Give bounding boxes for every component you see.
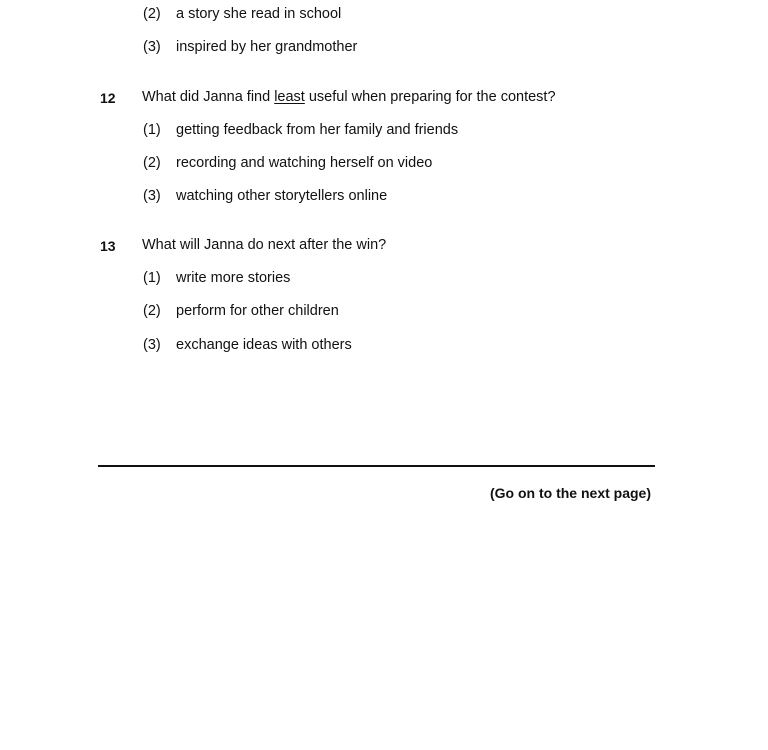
- question-12-text-after: useful when preparing for the contest?: [304, 89, 556, 105]
- footer-divider: [98, 465, 655, 467]
- option-text: a story she read in school: [176, 6, 342, 22]
- option-12-1: [143, 122, 458, 138]
- option-number: (1): [143, 270, 161, 286]
- option-13-2: [143, 303, 339, 319]
- next-page-note: (Go on to the next page): [490, 485, 651, 501]
- option-12-2: [143, 155, 432, 171]
- option-number: (2): [143, 155, 161, 171]
- question-12-text-before: What did Janna find: [142, 89, 275, 105]
- option-13-1: [143, 270, 290, 286]
- option-number: (2): [143, 6, 161, 22]
- option-13-3: [143, 337, 352, 353]
- question-13-number: 13: [100, 238, 116, 254]
- option-text: write more stories: [176, 270, 291, 286]
- option-number: (3): [143, 39, 161, 55]
- option-number: (2): [143, 303, 161, 319]
- option-text: watching other storytellers online: [176, 188, 388, 204]
- option-number: (1): [143, 122, 161, 138]
- question-12-text: [142, 89, 556, 105]
- option-text: perform for other children: [176, 303, 339, 319]
- question-13-text: What will Janna do next after the win?: [142, 237, 387, 253]
- option-prev-2: [143, 6, 341, 22]
- option-number: (3): [143, 337, 161, 353]
- option-text: exchange ideas with others: [176, 337, 352, 353]
- option-number: (3): [143, 188, 161, 204]
- option-text: recording and watching herself on video: [176, 155, 433, 171]
- option-text: getting feedback from her family and friends: [176, 122, 459, 138]
- question-12-emphasis: least: [274, 89, 305, 105]
- option-12-3: [143, 188, 387, 204]
- question-12-number: 12: [100, 90, 116, 106]
- option-text: inspired by her grandmother: [176, 39, 358, 55]
- option-prev-3: [143, 39, 357, 55]
